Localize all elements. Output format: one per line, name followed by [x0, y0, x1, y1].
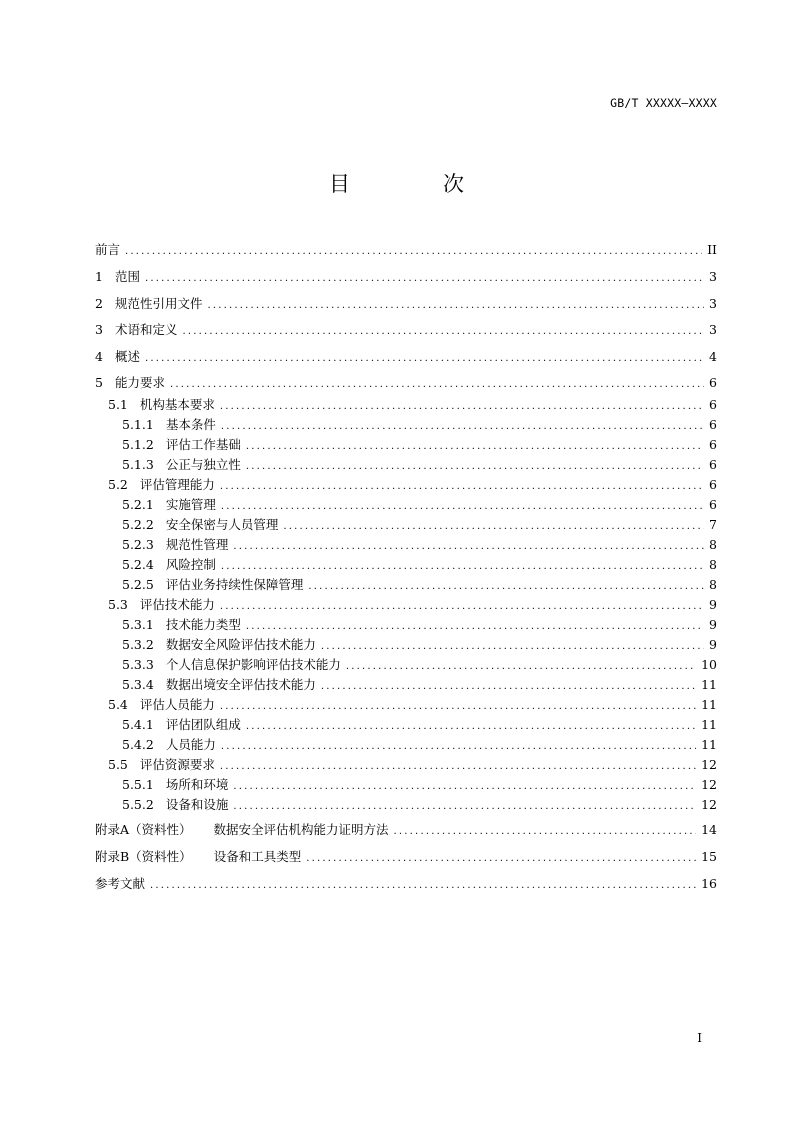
toc-leader-dots — [220, 479, 704, 495]
toc-entry-number: 5.2.4 — [122, 557, 154, 572]
toc-entry-page: 3 — [709, 296, 717, 311]
document-code: GB/T XXXXX—XXXX — [610, 96, 717, 110]
toc-entry-label: 规范性管理 — [165, 537, 229, 552]
toc-entry-5-4-1[interactable] — [122, 717, 717, 733]
toc-entry-page: 12 — [701, 777, 717, 792]
toc-entry-number: 5.2.2 — [122, 517, 154, 532]
toc-leader-dots — [150, 878, 696, 894]
toc-entry-label: 评估工作基础 — [165, 437, 241, 452]
toc-entry-label: 评估人员能力 — [139, 697, 215, 712]
toc-leader-dots — [221, 739, 696, 755]
toc-entry-number: 5.3.1 — [122, 617, 154, 632]
toc-entry-page: 8 — [709, 577, 717, 592]
toc-entry-number: 5.3 — [108, 597, 128, 612]
toc-entry-5-5-2[interactable] — [122, 797, 717, 813]
toc-entry-appendix-a[interactable] — [95, 822, 717, 838]
toc-entry-5-5-1[interactable] — [122, 777, 717, 793]
toc-entry-page: 15 — [701, 849, 717, 864]
toc-entry-label: 设备和工具类型 — [213, 849, 302, 864]
toc-entry-label: 参考文献 — [95, 876, 146, 891]
toc-entry-number: 5.5.1 — [122, 777, 154, 792]
toc-leader-dots — [246, 719, 696, 735]
toc-entry-number: 附录A（资料性） — [95, 822, 192, 837]
toc-entry-label: 概述 — [114, 349, 140, 364]
toc-entry-5-2-1[interactable] — [122, 497, 717, 513]
toc-leader-dots — [346, 659, 696, 675]
toc-entry-5-3-4[interactable] — [122, 677, 717, 693]
toc-entry-label: 公正与独立性 — [165, 457, 241, 472]
toc-leader-dots — [306, 851, 696, 867]
toc-entry-5-3[interactable] — [108, 597, 717, 613]
toc-entry-label: 人员能力 — [165, 737, 216, 752]
toc-entry-label: 评估管理能力 — [139, 477, 215, 492]
toc-leader-dots — [283, 519, 704, 535]
toc-entry-label: 风险控制 — [165, 557, 216, 572]
toc-entry-5-2-5[interactable] — [122, 577, 717, 593]
toc-entry-5-3-3[interactable] — [122, 657, 717, 673]
toc-entry-number: 5.2.5 — [122, 577, 154, 592]
toc-title: 目 次 — [329, 172, 500, 196]
toc-leader-dots — [220, 759, 696, 775]
toc-leader-dots — [145, 351, 704, 367]
toc-leader-dots — [220, 599, 704, 615]
toc-entry-label: 前言 — [95, 242, 121, 257]
toc-entry-page: 11 — [701, 697, 717, 712]
toc-entry-page: 3 — [709, 269, 717, 284]
toc-entry-number: 5.1.1 — [122, 417, 154, 432]
toc-entry-label: 数据出境安全评估技术能力 — [165, 677, 316, 692]
toc-entry-label: 数据安全评估机构能力证明方法 — [213, 822, 389, 837]
toc-entry-label: 评估资源要求 — [139, 757, 215, 772]
toc-leader-dots — [220, 399, 704, 415]
toc-entry-label: 范围 — [114, 269, 140, 284]
toc-entry-label: 机构基本要求 — [139, 397, 215, 412]
toc-entry-page: 16 — [701, 876, 717, 891]
toc-entry-1[interactable] — [95, 269, 717, 285]
toc-entry-page: 8 — [709, 537, 717, 552]
toc-entry-label: 实施管理 — [165, 497, 216, 512]
toc-entry-preface[interactable] — [95, 242, 717, 258]
toc-entry-5-3-1[interactable] — [122, 617, 717, 633]
toc-entry-number: 5.4.2 — [122, 737, 154, 752]
toc-entry-page: 6 — [709, 417, 717, 432]
toc-entry-5-1-1[interactable] — [122, 417, 717, 433]
toc-entry-5-2-2[interactable] — [122, 517, 717, 533]
toc-entry-number: 5.4.1 — [122, 717, 154, 732]
toc-entry-5-4-2[interactable] — [122, 737, 717, 753]
toc-entry-number: 5.1.2 — [122, 437, 154, 452]
toc-entry-5-1[interactable] — [108, 397, 717, 413]
toc-entry-page: 8 — [709, 557, 717, 572]
toc-entry-4[interactable] — [95, 349, 717, 365]
toc-entry-label: 评估业务持续性保障管理 — [165, 577, 304, 592]
toc-entry-page: 11 — [701, 737, 717, 752]
toc-leader-dots — [182, 324, 704, 340]
toc-entry-label: 基本条件 — [165, 417, 216, 432]
toc-entry-references[interactable] — [95, 876, 717, 892]
toc-entry-label: 术语和定义 — [114, 322, 178, 337]
toc-entry-5[interactable] — [95, 375, 717, 391]
toc-entry-page: 6 — [709, 437, 717, 452]
toc-entry-page: 12 — [701, 797, 717, 812]
toc-entry-label: 能力要求 — [114, 375, 165, 390]
toc-entry-page: 6 — [709, 397, 717, 412]
toc-entry-2[interactable] — [95, 296, 717, 312]
toc-leader-dots — [233, 779, 696, 795]
toc-entry-number: 5.3.4 — [122, 677, 154, 692]
toc-entry-label: 评估技术能力 — [139, 597, 215, 612]
toc-leader-dots — [221, 559, 704, 575]
toc-entry-page: 4 — [709, 349, 717, 364]
toc-leader-dots — [233, 539, 704, 555]
toc-entry-number: 附录B（资料性） — [95, 849, 192, 864]
toc-leader-dots — [246, 619, 704, 635]
toc-leader-dots — [221, 419, 704, 435]
toc-leader-dots — [170, 377, 704, 393]
toc-entry-page: 11 — [701, 717, 717, 732]
toc-entry-number: 5.3.3 — [122, 657, 154, 672]
toc-leader-dots — [308, 579, 704, 595]
toc-entry-page: 9 — [709, 597, 717, 612]
toc-entry-number: 5.2.3 — [122, 537, 154, 552]
toc-entry-page: 14 — [701, 822, 717, 837]
toc-entry-5-1-2[interactable] — [122, 437, 717, 453]
toc-entry-label: 安全保密与人员管理 — [165, 517, 279, 532]
toc-entry-number: 5.1 — [108, 397, 128, 412]
toc-leader-dots — [246, 439, 704, 455]
toc-leader-dots — [246, 459, 704, 475]
toc-leader-dots — [321, 679, 696, 695]
toc-entry-3[interactable] — [95, 322, 717, 338]
toc-entry-number: 5 — [95, 375, 103, 390]
toc-entry-label: 评估团队组成 — [165, 717, 241, 732]
toc-entry-label: 规范性引用文件 — [114, 296, 203, 311]
toc-entry-label: 个人信息保护影响评估技术能力 — [165, 657, 341, 672]
toc-entry-page: 3 — [709, 322, 717, 337]
toc-entry-5-4[interactable] — [108, 697, 717, 713]
toc-entry-page: II — [707, 242, 717, 257]
toc-entry-5-2-4[interactable] — [122, 557, 717, 573]
toc-leader-dots — [221, 499, 704, 515]
toc-entry-number: 1 — [95, 269, 103, 284]
toc-entry-label: 场所和环境 — [165, 777, 229, 792]
toc-entry-page: 11 — [701, 677, 717, 692]
toc-entry-page: 6 — [709, 477, 717, 492]
toc-leader-dots — [207, 298, 704, 314]
toc-entry-label: 技术能力类型 — [165, 617, 241, 632]
toc-entry-label: 设备和设施 — [165, 797, 229, 812]
toc-entry-5-2-3[interactable] — [122, 537, 717, 553]
toc-entry-number: 2 — [95, 296, 103, 311]
toc-leader-dots — [321, 639, 704, 655]
toc-leader-dots — [145, 271, 704, 287]
toc-entry-5-3-2[interactable] — [122, 637, 717, 653]
toc-entry-page: 6 — [709, 497, 717, 512]
toc-entry-number: 5.5.2 — [122, 797, 154, 812]
toc-leader-dots — [125, 244, 702, 260]
toc-entry-5-1-3[interactable] — [122, 457, 717, 473]
toc-entry-number: 5.2 — [108, 477, 128, 492]
toc-entry-number: 5.4 — [108, 697, 128, 712]
toc-entry-page: 10 — [701, 657, 717, 672]
toc-entry-number: 4 — [95, 349, 103, 364]
toc-entry-number: 5.2.1 — [122, 497, 154, 512]
toc-entry-5-2[interactable] — [108, 477, 717, 493]
toc-entry-label: 数据安全风险评估技术能力 — [165, 637, 316, 652]
toc-entry-page: 9 — [709, 617, 717, 632]
toc-leader-dots — [233, 799, 696, 815]
toc-entry-page: 7 — [709, 517, 717, 532]
toc-entry-number: 5.1.3 — [122, 457, 154, 472]
toc-entry-page: 6 — [709, 375, 717, 390]
toc-entry-number: 5.5 — [108, 757, 128, 772]
toc-leader-dots — [394, 824, 697, 840]
page-number: I — [697, 1031, 702, 1045]
toc-leader-dots — [220, 699, 696, 715]
toc-entry-number: 5.3.2 — [122, 637, 154, 652]
toc-entry-page: 9 — [709, 637, 717, 652]
toc-entry-page: 6 — [709, 457, 717, 472]
toc-entry-5-5[interactable] — [108, 757, 717, 773]
toc-entry-page: 12 — [701, 757, 717, 772]
toc-entry-number: 3 — [95, 322, 103, 337]
toc-entry-appendix-b[interactable] — [95, 849, 717, 865]
